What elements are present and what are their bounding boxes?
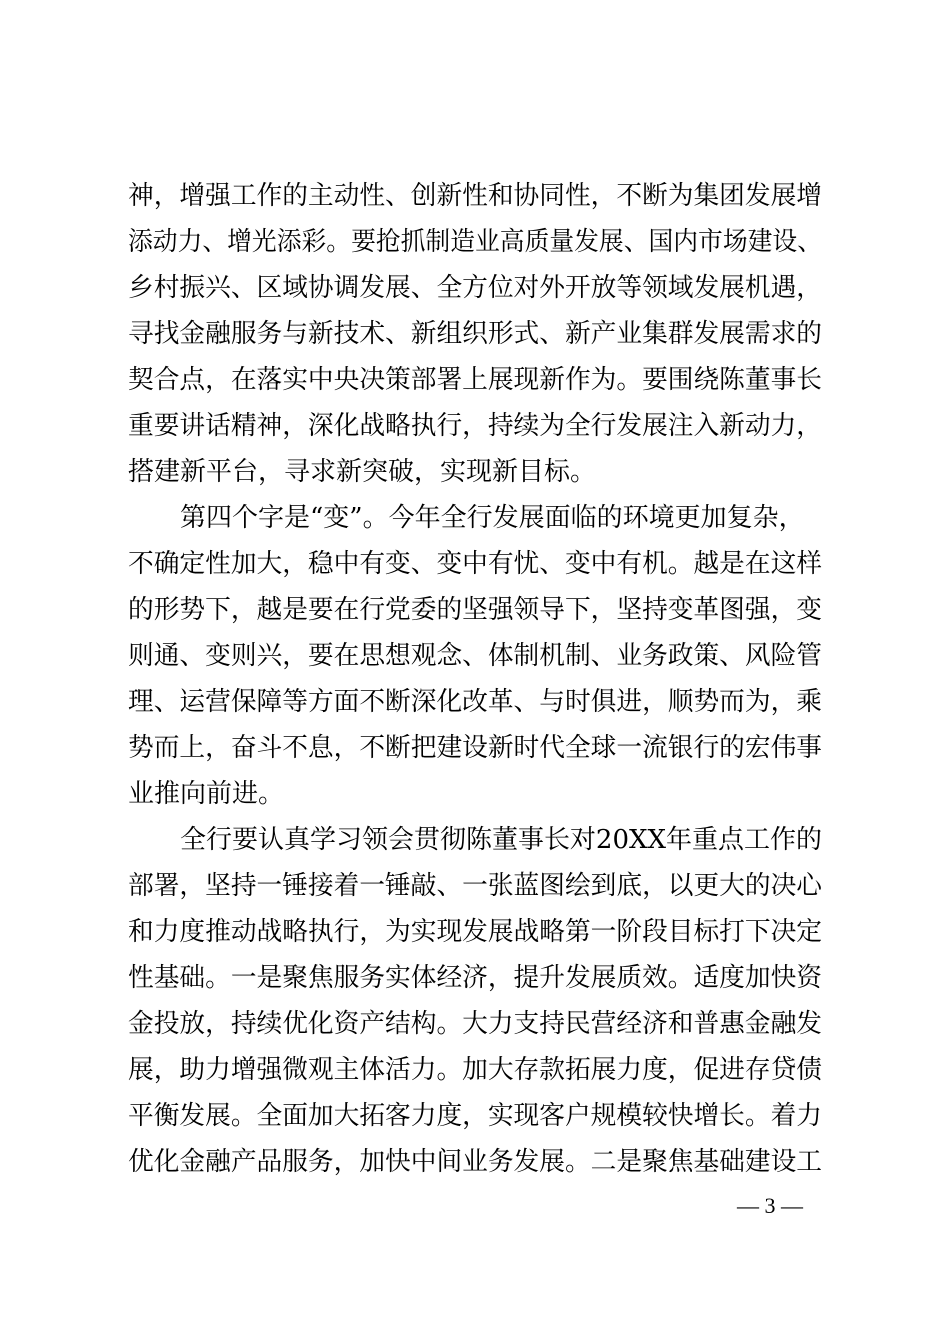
text-line: 则通、变则兴，要在思想观念、体制机制、业务政策、风险管 [128, 641, 822, 671]
text-line: 全行要认真学习领会贯彻陈董事长对20XX年重点工作的 [180, 825, 822, 855]
text-line: 平衡发展。全面加大拓客力度，实现客户规模较快增长。着力 [128, 1101, 822, 1131]
paragraph-2-line-7 [0, 771, 950, 817]
paragraph-1-line-2 [0, 219, 950, 265]
paragraph-3-line-6 [0, 1047, 950, 1093]
text-line: 的形势下，越是要在行党委的坚强领导下，坚持变革图强，变 [128, 595, 822, 625]
text-line: 神，增强工作的主动性、创新性和协同性，不断为集团发展增 [128, 181, 822, 211]
paragraph-1-line-7 [0, 449, 950, 495]
text-line: 金投放，持续优化资产结构。大力支持民营经济和普惠金融发 [128, 1009, 822, 1039]
paragraph-3-line-8 [0, 1139, 950, 1185]
text-line: 优化金融产品服务，加快中间业务发展。二是聚焦基础建设工 [128, 1147, 822, 1177]
paragraph-2-line-5 [0, 679, 950, 725]
text-line: 第四个字是“变”。今年全行发展面临的环境更加复杂， [180, 503, 805, 533]
paragraph-2-line-4 [0, 633, 950, 679]
paragraph-1-line-6 [0, 403, 950, 449]
text-line: 不确定性加大，稳中有变、变中有忧、变中有机。越是在这样 [128, 549, 822, 579]
text-line: 搭建新平台，寻求新突破，实现新目标。 [128, 457, 597, 487]
text-line: 展，助力增强微观主体活力。加大存款拓展力度，促进存贷债 [128, 1055, 822, 1085]
text-line: 性基础。一是聚焦服务实体经济，提升发展质效。适度加快资 [128, 963, 822, 993]
text-line: 添动力、增光添彩。要抢抓制造业高质量发展、国内市场建设、 [128, 227, 822, 257]
paragraph-3-line-2 [0, 863, 950, 909]
text-line: 业推向前进。 [128, 779, 285, 809]
page-number: — 3 — [737, 1193, 803, 1218]
text-line: 寻找金融服务与新技术、新组织形式、新产业集群发展需求的 [128, 319, 822, 349]
paragraph-3-line-1 [0, 817, 950, 863]
paragraph-2-line-6 [0, 725, 950, 771]
paragraph-1-line-1 [0, 173, 950, 219]
text-line: 和力度推动战略执行，为实现发展战略第一阶段目标打下决定 [128, 917, 822, 947]
paragraph-3-line-3 [0, 909, 950, 955]
text-line: 契合点，在落实中央决策部署上展现新作为。要围绕陈董事长 [128, 365, 822, 395]
paragraph-2-line-2 [0, 541, 950, 587]
paragraph-3-line-7 [0, 1093, 950, 1139]
text-line: 势而上，奋斗不息，不断把建设新时代全球一流银行的宏伟事 [128, 733, 822, 763]
paragraph-1-line-5 [0, 357, 950, 403]
text-line: 重要讲话精神，深化战略执行，持续为全行发展注入新动力， [128, 411, 822, 441]
paragraph-2-line-3 [0, 587, 950, 633]
text-line: 理、运营保障等方面不断深化改革、与时俱进，顺势而为，乘 [128, 687, 822, 717]
paragraph-3-line-5 [0, 1001, 950, 1047]
paragraph-3-line-4 [0, 955, 950, 1001]
paragraph-1-line-4 [0, 311, 950, 357]
text-line: 部署，坚持一锤接着一锤敲、一张蓝图绘到底，以更大的决心 [128, 871, 822, 901]
paragraph-1-line-3 [0, 265, 950, 311]
paragraph-2-line-1 [0, 495, 950, 541]
text-line: 乡村振兴、区域协调发展、全方位对外开放等领域发展机遇， [128, 273, 822, 303]
